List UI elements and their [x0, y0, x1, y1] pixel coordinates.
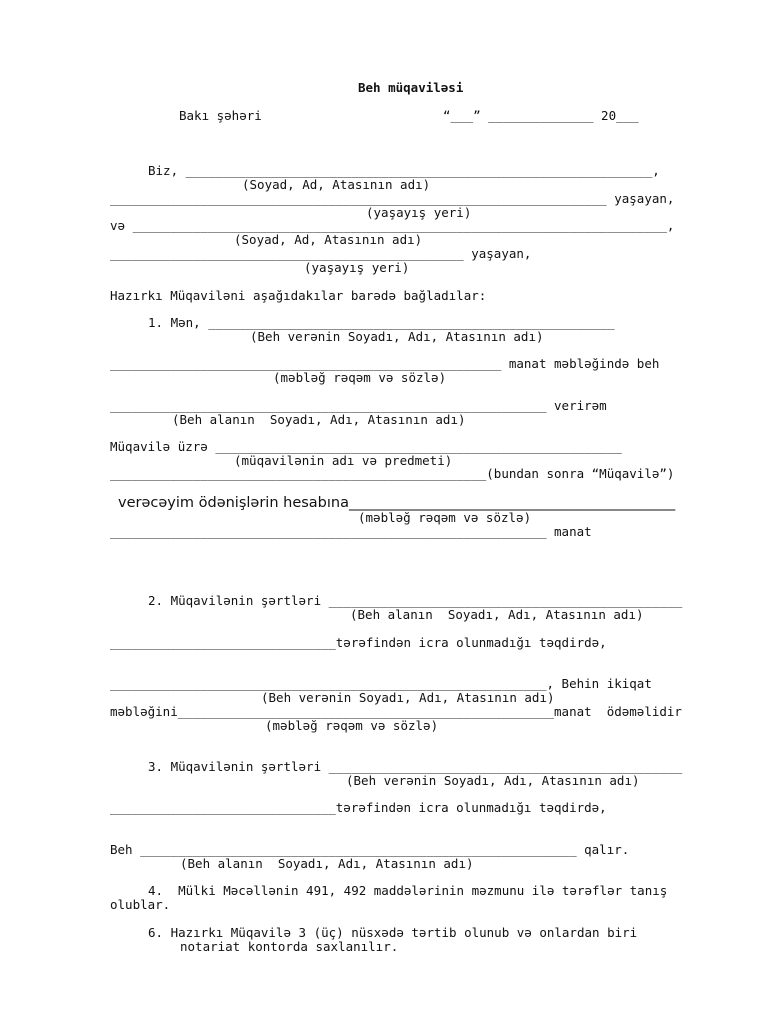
section1-amount-hint: (məbləğ rəqəm və sözlə): [273, 370, 447, 385]
section1-men-line: 1. Mən, ______________________________________________________: [148, 315, 615, 330]
section2-giver-line: __________________________________________________________, Behin ikiqat: [110, 676, 652, 691]
section1-receiver-hint: (Beh alanın Soyadı, Adı, Atasının adı): [172, 412, 466, 427]
section4-line-1: 4. Mülki Məcəllənin 491, 492 maddələrinin məzmunu ilə tərəflər tanış: [148, 883, 668, 898]
section1-contract-hint: (müqavilənin adı və predmeti): [234, 453, 453, 468]
section3-terms-line: 3. Müqavilənin şərtləri _______________________________________________: [148, 759, 683, 774]
agreement-line: Hazırkı Müqaviləni aşağıdakılar barədə bağladılar:: [110, 288, 487, 303]
section1-men-hint: (Beh verənin Soyadı, Adı, Atasının adı): [250, 329, 544, 344]
section1-contract-line: Müqavilə üzrə ______________________________________________________: [110, 439, 622, 454]
section1-payments-hint: (məbləğ rəqəm və sözlə): [358, 510, 532, 525]
address-line-2: _______________________________________________ yaşayan,: [110, 246, 532, 261]
section1-payments-line: verəcəyim ödənişlərin hesabına_____________________________________________: [118, 495, 676, 511]
parties-hint-name-2: (Soyad, Ad, Atasının adı): [234, 232, 423, 247]
section3-party-line: ______________________________tərəfindən icra olunmadığı təqdirdə,: [110, 800, 607, 815]
section1-receiver-line: __________________________________________________________ verirəm: [110, 398, 607, 413]
section1-after-line: __________________________________________________(bundan sonra “Müqavilə”): [110, 466, 675, 481]
section2-double-line: məbləğini__________________________________________________manat ödəməlidir: [110, 704, 682, 719]
section2-double-hint: (məbləğ rəqəm və sözlə): [265, 718, 439, 733]
section3-beh-line: Beh __________________________________________________________ qalır.: [110, 842, 630, 857]
section2-terms-hint: (Beh alanın Soyadı, Adı, Atasının adı): [350, 607, 644, 622]
section1-amount-line: ____________________________________________________ manat məbləğində beh: [110, 356, 660, 371]
date-line: “___” ______________ 20___: [443, 108, 639, 123]
section3-terms-hint: (Beh verənin Soyadı, Adı, Atasının adı): [346, 773, 640, 788]
section1-manat-line: __________________________________________________________ manat: [110, 524, 592, 539]
parties-hint-name-1: (Soyad, Ad, Atasının adı): [242, 177, 431, 192]
section6-line-1: 6. Hazırkı Müqavilə 3 (üç) nüsxədə tərtib olunub və onlardan biri: [148, 925, 638, 940]
section6-line-2: notariat kontorda saxlanılır.: [180, 939, 399, 954]
city-line: Bakı şəhəri: [179, 108, 262, 123]
section4-line-2: olublar.: [110, 897, 171, 912]
section2-party-line: ______________________________tərəfindən icra olunmadığı təqdirdə,: [110, 635, 607, 650]
address-line-1: __________________________________________________________________ yaşayan,: [110, 191, 675, 206]
address-hint-2: (yaşayış yeri): [304, 260, 410, 275]
parties-line-biz: Biz, ______________________________________________________________,: [148, 163, 660, 178]
address-hint-1: (yaşayış yeri): [366, 205, 472, 220]
parties-line-ve: və _______________________________________________________________________,: [110, 218, 675, 233]
section2-giver-hint: (Beh verənin Soyadı, Adı, Atasının adı): [261, 690, 555, 705]
section3-beh-hint: (Beh alanın Soyadı, Adı, Atasının adı): [180, 856, 474, 871]
section2-terms-line: 2. Müqavilənin şərtləri _______________________________________________: [148, 593, 683, 608]
document-title: Beh müqaviləsi: [358, 80, 464, 95]
